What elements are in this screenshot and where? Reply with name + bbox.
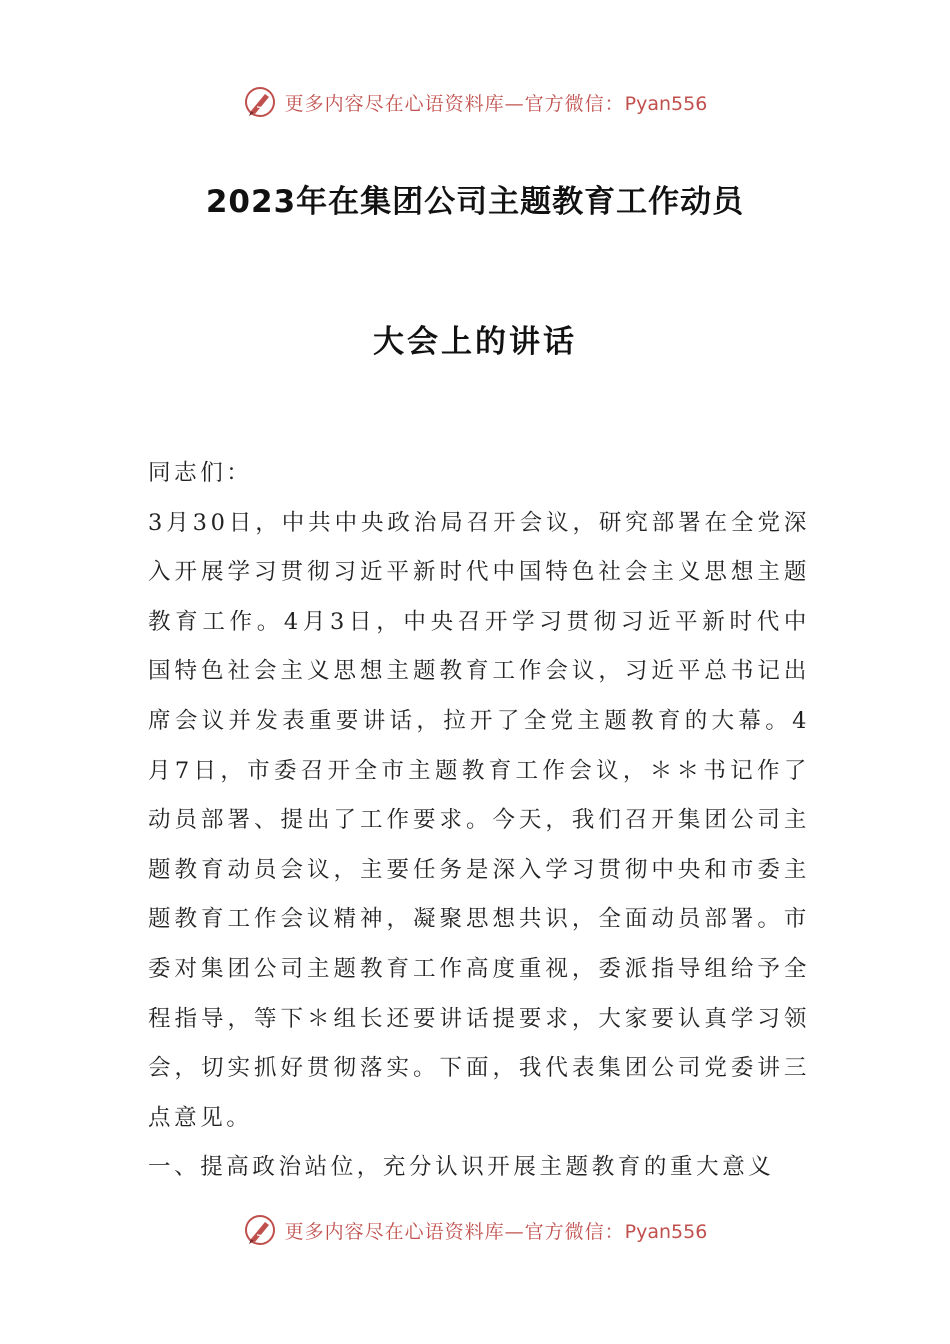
header-watermark-banner (0, 82, 950, 122)
document-body (148, 449, 810, 1193)
watermark-text: 更多内容尽在心语资料库—官方微信：Pyan556 (284, 92, 708, 115)
salutation: 同志们： (148, 460, 253, 486)
watermark-text: 更多内容尽在心语资料库—官方微信：Pyan556 (284, 1220, 708, 1243)
section-heading: 一、提高政治站位，充分认识开展主题教育的重大意义 (148, 1154, 775, 1181)
pen-circle-logo-icon (243, 85, 277, 119)
pen-circle-logo-icon (243, 1213, 277, 1247)
footer-watermark-banner (0, 1210, 950, 1250)
body-paragraph: 3月30日，中共中央政治局召开会议，研究部署在全党深入开展学习贯彻习近平新时代中国特色社会主义思想主题教育工作。4月3日，中央召开学习贯彻习近平新时代中国特色社会主义思想主题教育工作会议，习近平总书记出席会议并发表重要讲话，拉开了全党主题教育的大幕。4月7日，市委召开全市主题教育工作会议，＊＊书记作了动员部署、提出了工作要求。今天，我们召开集团公司主题教育动员会议，主要任务是深入学习贯彻中央和市委主题教育工作会议精神，凝聚思想共识，全面动员部署。市委对集团公司主题教育工作高度重视，委派指导组给予全程指导，等下＊组长还要讲话提要求，大家要认真学习领会，切实抓好贯彻落实。下面，我代表集团公司党委讲三点意见。 (148, 509, 810, 1131)
document-title-line-1: 2023年在集团公司主题教育工作动员 (205, 184, 745, 220)
document-title-line-2: 大会上的讲话 (373, 324, 577, 360)
